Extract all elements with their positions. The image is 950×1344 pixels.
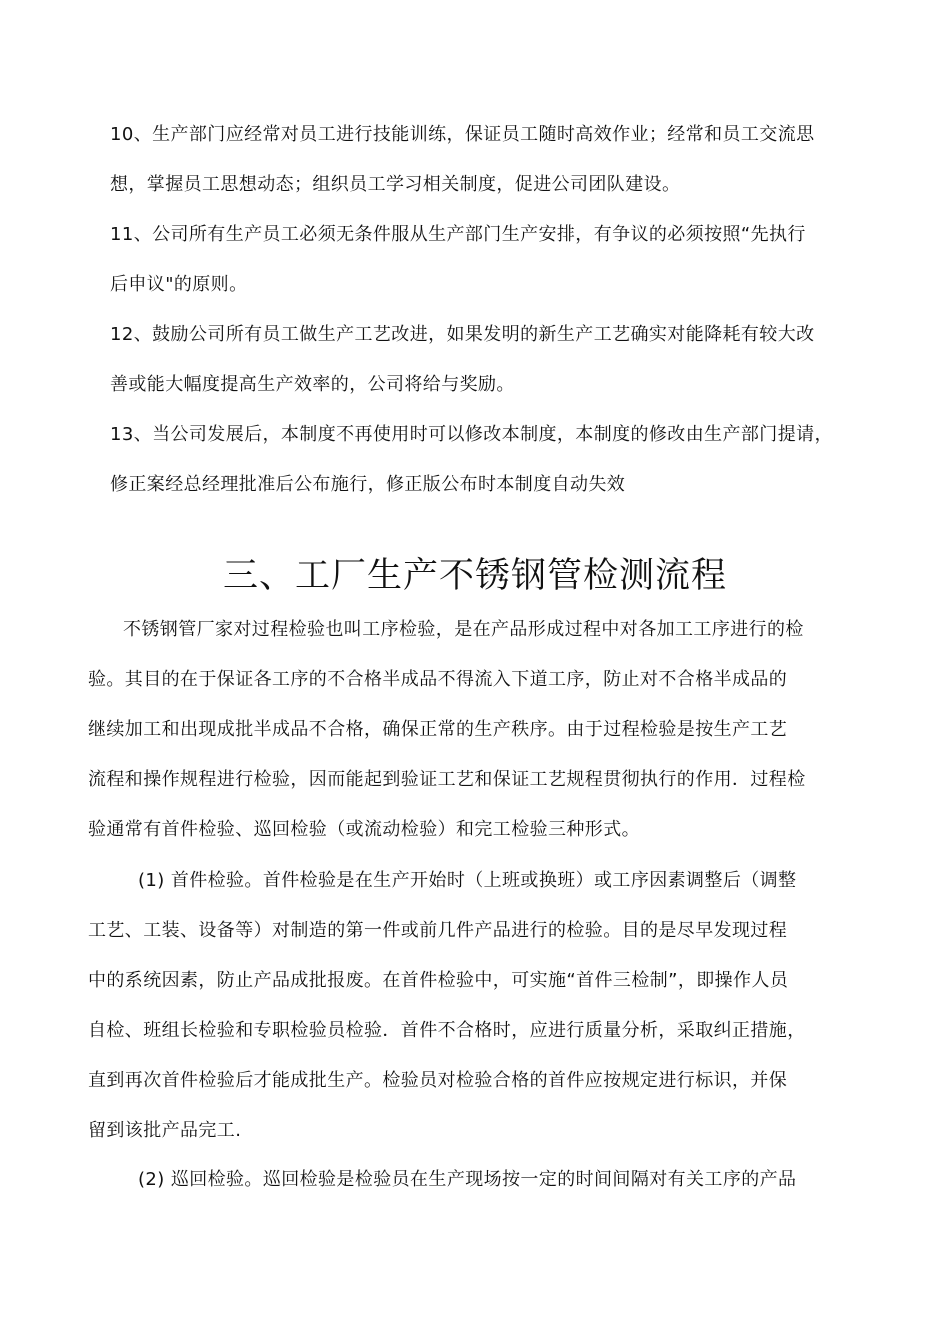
first-article-line-3: 中的系统因素，防止产品成批报废。在首件检验中，可实施“首件三检制”，即操作人员 bbox=[88, 970, 789, 991]
list-item-10-line-1: 10、生产部门应经常对员工进行技能训练，保证员工随时高效作业；经常和员工交流思 bbox=[110, 124, 815, 145]
intro-paragraph-line-4: 流程和操作规程进行检验，因而能起到验证工艺和保证工艺规程贯彻执行的作用．过程检 bbox=[88, 769, 806, 790]
section-heading: 三、工厂生产不锈钢管检测流程 bbox=[222, 556, 727, 596]
list-item-10-line-2: 想，掌握员工思想动态；组织员工学习相关制度，促进公司团队建设。 bbox=[110, 174, 681, 195]
first-article-line-4: 自检、班组长检验和专职检验员检验．首件不合格时，应进行质量分析，采取纠正措施， bbox=[88, 1020, 806, 1041]
first-article-line-2: 工艺、工装、设备等）对制造的第一件或前几件产品进行的检验。目的是尽早发现过程 bbox=[88, 920, 788, 941]
list-item-11-line-1: 11、公司所有生产员工必须无条件服从生产部门生产安排，有争议的必须按照“先执行 bbox=[110, 224, 806, 245]
list-item-11-line-2: 后申议"的原则。 bbox=[110, 274, 248, 295]
patrol-inspection-line-1: (2) 巡回检验。巡回检验是检验员在生产现场按一定的时间间隔对有关工序的产品 bbox=[138, 1169, 797, 1190]
intro-paragraph-line-5: 验通常有首件检验、巡回检验（或流动检验）和完工检验三种形式。 bbox=[88, 819, 640, 840]
first-article-line-6: 留到该批产品完工. bbox=[88, 1120, 242, 1141]
list-item-13-line-1: 13、当公司发展后，本制度不再使用时可以修改本制度，本制度的修改由生产部门提请， bbox=[110, 424, 833, 445]
list-item-13-line-2: 修正案经总经理批准后公布施行，修正版公布时本制度自动失效 bbox=[110, 474, 626, 495]
list-item-12-line-1: 12、鼓励公司所有员工做生产工艺改进，如果发明的新生产工艺确实对能降耗有较大改 bbox=[110, 324, 815, 345]
first-article-line-1: (1) 首件检验。首件检验是在生产开始时（上班或换班）或工序因素调整后（调整 bbox=[138, 870, 797, 891]
intro-paragraph-line-3: 继续加工和出现成批半成品不合格，确保正常的生产秩序。由于过程检验是按生产工艺 bbox=[88, 719, 788, 740]
intro-paragraph-line-2: 验。其目的在于保证各工序的不合格半成品不得流入下道工序，防止对不合格半成品的 bbox=[88, 669, 788, 690]
first-article-line-5: 直到再次首件检验后才能成批生产。检验员对检验合格的首件应按规定进行标识，并保 bbox=[88, 1070, 788, 1091]
list-item-12-line-2: 善或能大幅度提高生产效率的，公司将给与奖励。 bbox=[110, 374, 515, 395]
intro-paragraph-line-1: 不锈钢管厂家对过程检验也叫工序检验，是在产品形成过程中对各加工工序进行的检 bbox=[123, 619, 804, 640]
